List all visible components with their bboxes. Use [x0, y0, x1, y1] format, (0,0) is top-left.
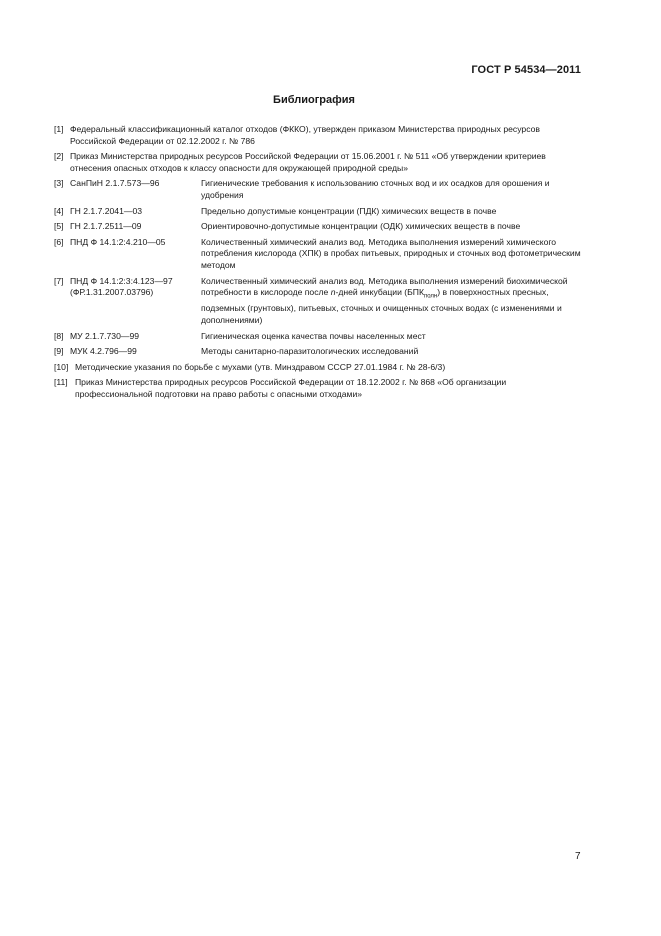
bibliography-entry — [54, 178, 584, 201]
entry-number: [1] — [54, 124, 64, 134]
entry-number: [11] — [54, 377, 68, 388]
entry-number: [6] — [54, 236, 64, 247]
entry-code: МУК 4.2.796—99 — [70, 346, 137, 357]
entry-text: Гигиенические требования к использованию сточных вод и их осадков для орошения и удобрения — [201, 178, 550, 200]
entry-text: Приказ Министерства природных ресурсов Российской Федерации от 15.06.2001 г. № 511 «Об утверждении критериев отнесения опасных отходов к классу опасности для окружающей природной среды» — [70, 151, 546, 173]
entry-code: ПНД Ф 14.1:2:4.210—05 — [70, 236, 166, 247]
entry-code: ГН 2.1.7.2511—09 — [70, 221, 142, 232]
bibliography-entry — [54, 346, 584, 358]
bibliography-entry — [54, 124, 584, 147]
page-number: 7 — [575, 851, 581, 862]
entry-number: [3] — [54, 178, 64, 189]
bibliography-entry — [54, 331, 584, 343]
entry-number: [9] — [54, 346, 64, 357]
document-code: ГОСТ Р 54534—2011 — [471, 64, 581, 76]
bibliography-entry — [54, 221, 584, 233]
entry-text: Гигиеническая оценка качества почвы населенных мест — [201, 330, 426, 341]
entry-text: Федеральный классификационный каталог отходов (ФККО), утвержден приказом Министерства природных ресурсов Российской Федерации от 02.12.2002 г. № 786 — [70, 124, 540, 146]
entry-text: Методические указания по борьбе с мухами (утв. Минздравом СССР 27.01.1984 г. № 28-6/3) — [75, 361, 446, 372]
entry-text: Приказ Министерства природных ресурсов Российской Федерации от 18.12.2002 г. № 868 «Об организации профессиональной подготовки на право работы с опасными отходами» — [75, 377, 507, 399]
entry-text-italic: n — [330, 287, 336, 298]
entry-text: Ориентировочно-допустимые концентрации (ОДК) химических веществ в почве — [201, 221, 521, 232]
entry-text: Методы санитарно-паразитологических исследований — [201, 346, 419, 357]
entry-code-registration: (ФР.1.31.2007.03796) — [70, 287, 154, 298]
entry-code-line: ПНД Ф 14.1:2:3:4.123—97 — [70, 275, 173, 286]
bibliography-entry — [54, 206, 584, 218]
bibliography-entry — [54, 151, 584, 174]
entry-code: СанПиН 2.1.7.573—96 — [70, 178, 160, 189]
entry-text-part: -дней инкубации (БПК — [335, 287, 424, 298]
bibliography-entry — [54, 237, 584, 272]
entry-text — [201, 276, 584, 327]
entry-text-subscript: полн — [423, 293, 438, 300]
entry-text: Предельно допустимые концентрации (ПДК) химических веществ в почве — [201, 205, 497, 216]
entry-code: МУ 2.1.7.730—99 — [70, 330, 139, 341]
entry-number: [10] — [54, 361, 69, 372]
section-title: Библиография — [273, 94, 355, 106]
entry-code — [70, 276, 201, 327]
bibliography-entry — [54, 276, 584, 327]
bibliography-list — [54, 124, 584, 405]
bibliography-entry — [54, 377, 584, 400]
bibliography-entry — [54, 362, 584, 374]
entry-code: ГН 2.1.7.2041—03 — [70, 205, 143, 216]
entry-number: [5] — [54, 221, 64, 232]
entry-text: Количественный химический анализ вод. Методика выполнения измерений химического потребления кислорода (ХПК) в пробах питьевых, природных и сточных вод фотометрическим методом — [201, 236, 581, 270]
entry-text-part: Количественный химический анализ вод. Методика выполнения измерений биохимической потребности в кислороде после — [201, 275, 568, 298]
entry-number: [7] — [54, 275, 64, 286]
entry-number: [8] — [54, 330, 64, 341]
entry-number: [4] — [54, 205, 64, 216]
entry-text-part: ) в поверхностных пресных, подземных (грунтовых), питьевых, сточных и очищенных сточных водах (с изменениями и дополнениями) — [201, 287, 562, 326]
entry-number: [2] — [54, 151, 64, 162]
